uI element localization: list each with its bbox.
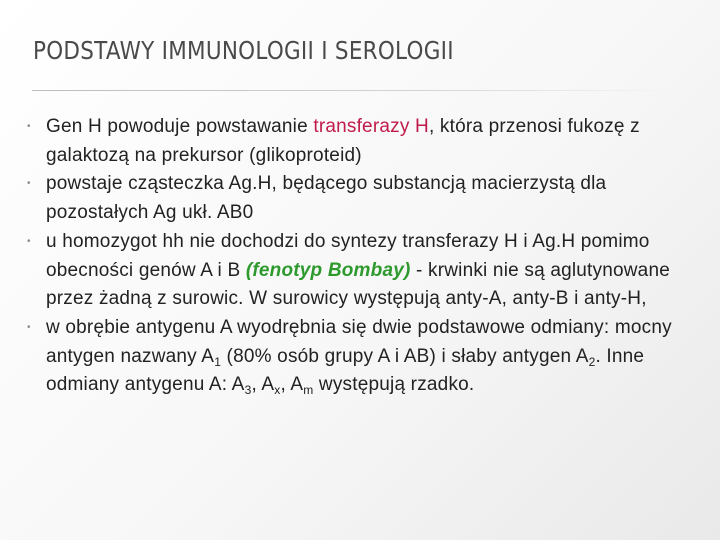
subscript: 3 bbox=[244, 383, 252, 398]
title-divider bbox=[32, 90, 672, 91]
subscript: x bbox=[274, 383, 281, 398]
bullet-text: Gen H powoduje powstawanie bbox=[46, 116, 314, 137]
bullet-text: powstaje cząsteczka Ag.H, będącego substancją macierzystą dla pozostałych Ag ukł. AB0 bbox=[46, 173, 607, 224]
bullet-text: , która przenosi fukozę z galaktozą na prekursor (glikoproteid) bbox=[46, 116, 640, 166]
bullet-text: , A bbox=[251, 374, 275, 396]
highlight-fenotyp-bombay: (fenotyp Bombay) bbox=[245, 259, 411, 281]
bullet-text: u homozygot hh nie dochodzi do syntezy transferazy H i Ag.H pomimo obecności genów A i B bbox=[46, 230, 650, 281]
bullet-dot-icon: • bbox=[27, 235, 31, 247]
bullet-text: , A bbox=[280, 374, 304, 396]
bullet-text: - krwinki nie są aglutynowane przez żadną z surowic. W surowicy występują anty-A, anty-B i anty-H, bbox=[46, 259, 670, 310]
bullet-text: występują rzadko. bbox=[313, 374, 475, 396]
subscript: 1 bbox=[214, 354, 222, 369]
bullet-item-transferaza bbox=[0, 113, 720, 170]
bullet-text: w obrębie antygenu A wyodrębnia się dwie podstawowe odmiany: mocny antygen nazwany A bbox=[46, 316, 672, 367]
bullet-dot-icon: • bbox=[27, 121, 31, 132]
bullet-dot-icon: • bbox=[27, 321, 31, 333]
subscript: 2 bbox=[588, 354, 596, 369]
slide-title: PODSTAWY IMMUNOLOGII I SEROLOGII bbox=[33, 36, 454, 65]
bullet-dot-icon: • bbox=[27, 178, 31, 190]
bullet-list bbox=[0, 113, 720, 400]
bullet-item-odmiany-a bbox=[0, 314, 720, 400]
bullet-text: (80% osób grupy A i AB) i słaby antygen A bbox=[221, 345, 589, 367]
bullet-item-bombay bbox=[0, 228, 720, 314]
highlight-transferazy-h: transferazy H bbox=[313, 116, 429, 137]
bullet-item-ag-h bbox=[0, 170, 720, 227]
subscript: m bbox=[303, 383, 314, 398]
bullet-text: . Inne odmiany antygenu A: A bbox=[46, 345, 645, 396]
